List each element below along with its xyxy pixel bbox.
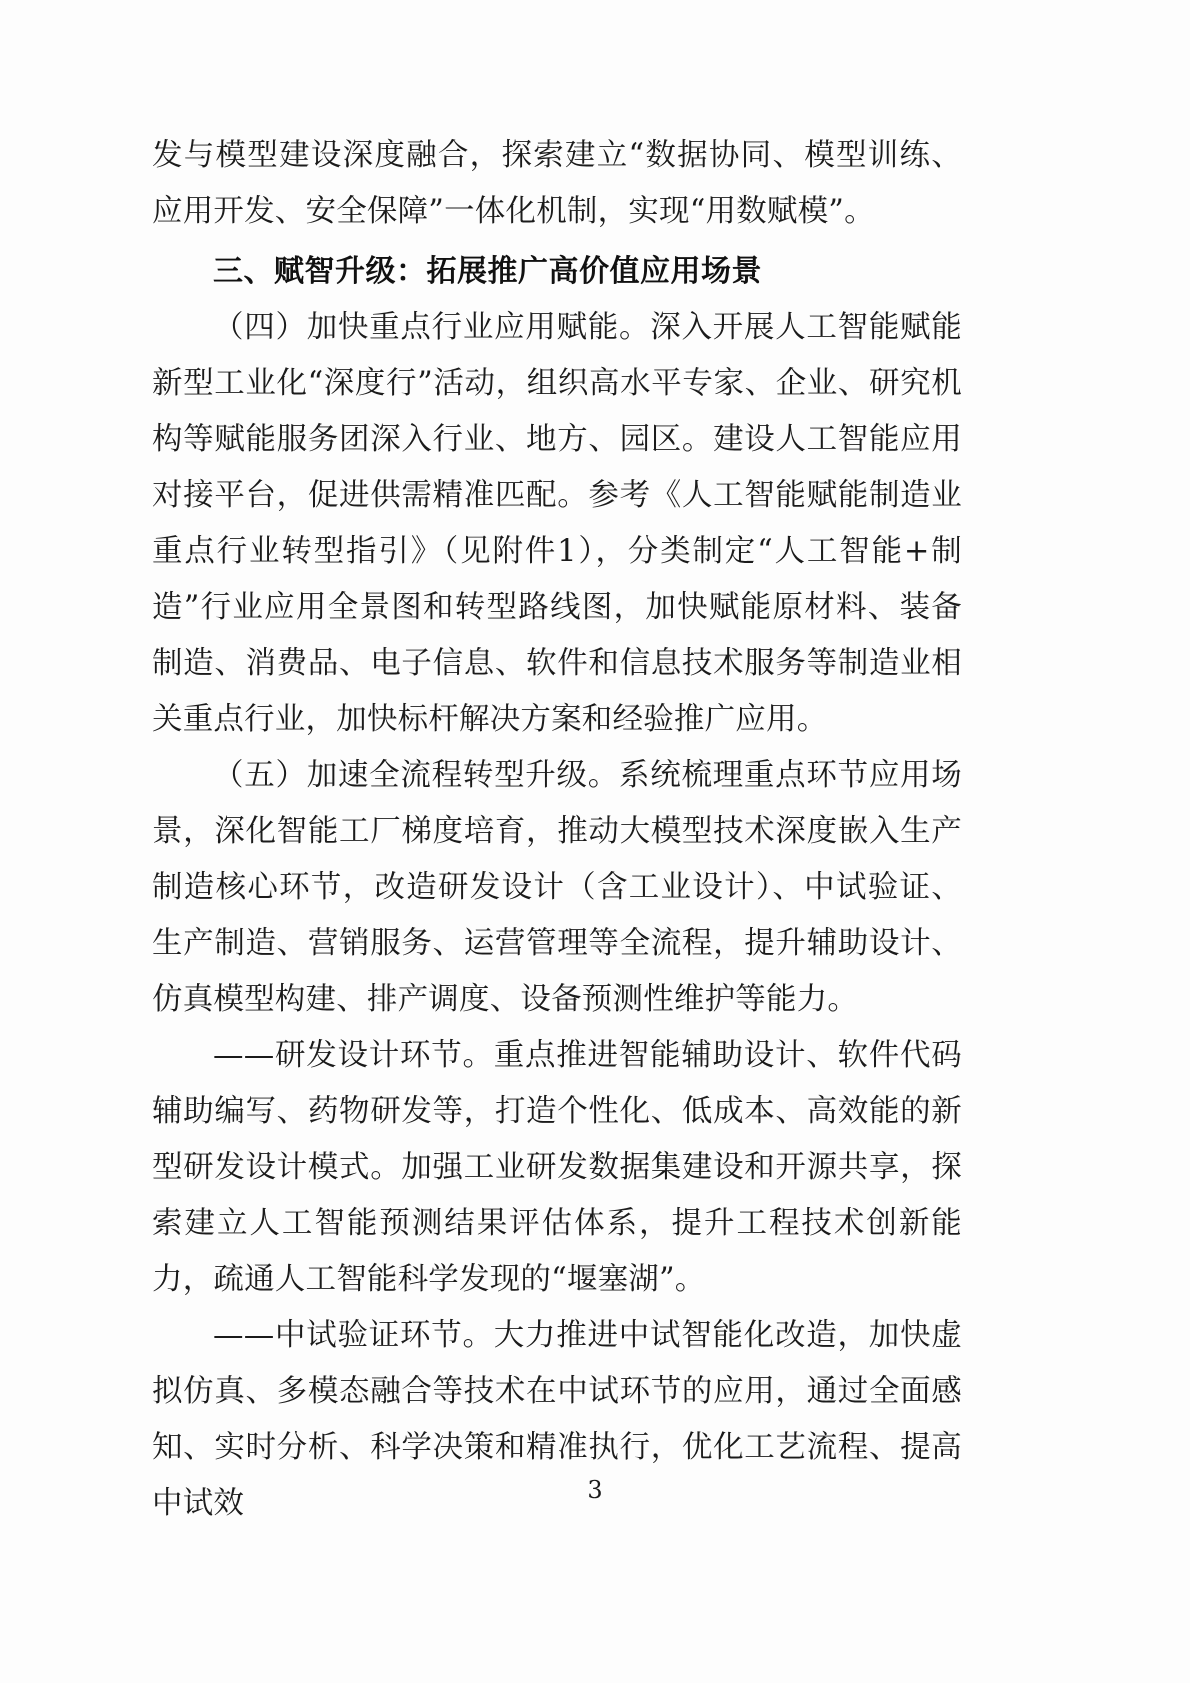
paragraph-pilot-verification: ——中试验证环节。大力推进中试智能化改造，加快虚拟仿真、多模态融合等技术在中试环节的应用，通过全面感知、实时分析、科学决策和精准执行，优化工艺流程、提高中试效 — [152, 1318, 962, 1521]
page-number: 3 — [587, 1476, 603, 1504]
section-heading-three: 三、赋智升级：拓展推广高价值应用场景 — [213, 254, 762, 289]
paragraph-item-four: （四）加快重点行业应用赋能。深入开展人工智能赋能新型工业化“深度行”活动，组织高水平专家、企业、研究机构等赋能服务团深入行业、地方、园区。建设人工智能应用对接平台，促进供需精准匹配。参考《人工智能赋能制造业重点行业转型指引》（见附件1），分类制定“人工智能+制造”行业应用全景图和转型路线图，加快赋能原材料、装备制造、消费品、电子信息、软件和信息技术服务等制造业相关重点行业，加快标杆解决方案和经验推广应用。 — [152, 310, 962, 737]
document-body — [152, 128, 962, 1532]
paragraph-rd-design: ——研发设计环节。重点推进智能辅助设计、软件代码辅助编写、药物研发等，打造个性化、低成本、高效能的新型研发设计模式。加强工业研发数据集建设和开源共享，探索建立人工智能预测结果评估体系，提升工程技术创新能力，疏通人工智能科学发现的“堰塞湖”。 — [152, 1038, 962, 1297]
paragraph-item-five: （五）加速全流程转型升级。系统梳理重点环节应用场景，深化智能工厂梯度培育，推动大模型技术深度嵌入生产制造核心环节，改造研发设计（含工业设计）、中试验证、生产制造、营销服务、运营管理等全流程，提升辅助设计、仿真模型构建、排产调度、设备预测性维护等能力。 — [152, 758, 962, 1017]
paragraph-continued: 发与模型建设深度融合，探索建立“数据协同、模型训练、应用开发、安全保障”一体化机制，实现“用数赋模”。 — [152, 138, 962, 229]
